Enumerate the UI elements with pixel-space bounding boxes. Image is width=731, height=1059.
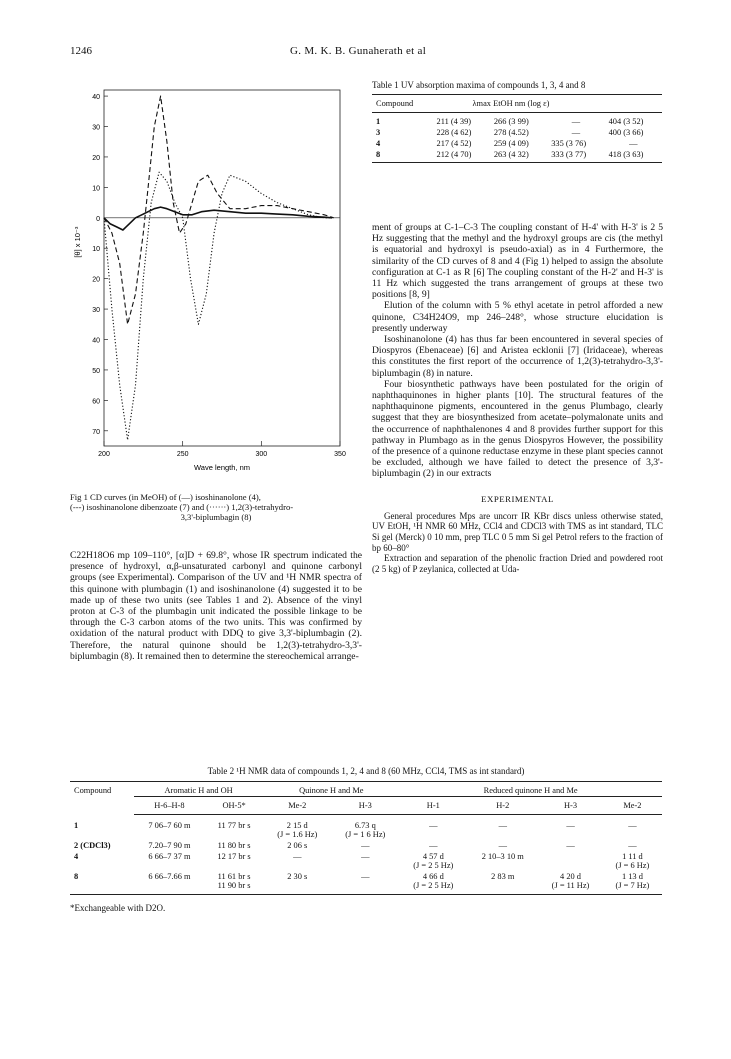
table-1-col-lambda: λmax EtOH nm (log ε) bbox=[433, 95, 663, 113]
table-2-value-cell: 11 80 br s bbox=[217, 841, 251, 850]
table-2-value-cell: 1 11 d (J = 6 Hz) bbox=[615, 852, 650, 870]
table-2-value-cell: 4 66 d (J = 2 5 Hz) bbox=[413, 872, 454, 890]
table-2-value-cell: — bbox=[293, 852, 302, 861]
y-tick-label: 40 bbox=[92, 337, 100, 345]
table-2-compound-cell: 4 bbox=[74, 852, 79, 861]
table-1-compound-cell: 1 bbox=[372, 113, 433, 128]
table-2-footnote: *Exchangeable with D2O. bbox=[70, 903, 166, 913]
table-1-value-cell: 335 (3 76) bbox=[551, 139, 587, 148]
table-2-compound-cell: 8 bbox=[74, 872, 79, 881]
table-1-value-cell: 266 (3 99) bbox=[490, 113, 547, 128]
table-2-subheader: H-1 bbox=[399, 797, 467, 815]
caption-line-3: 3,3'-biplumbagin (8) bbox=[180, 512, 252, 522]
table-2-group-aromatic: Aromatic H and OH bbox=[134, 782, 263, 797]
table-2-value-cell: — bbox=[628, 821, 637, 830]
table-2-title: Table 2 ¹H NMR data of compounds 1, 2, 4 and 8 (60 MHz, CCl4, TMS as int standard) bbox=[207, 766, 525, 776]
zero-label: 0 bbox=[96, 215, 100, 223]
table-1-compound-cell: 3 bbox=[376, 128, 381, 137]
table-2-value-cell: 2 06 s bbox=[287, 841, 308, 850]
running-title: G. M. K. B. Gunaherath et al bbox=[290, 45, 427, 57]
table-2-value-cell: 11 77 br s bbox=[217, 821, 251, 830]
table-2-value-cell: — bbox=[498, 821, 507, 830]
left-paragraph-1: C22H18O6 mp 109–110°, [α]D + 69.8°, whose IR spectrum indicated the presence of hydroxyl, α,β-unsaturated carbonyl and quinone carbonyl groups (see Experimental). Comparison of the UV and ¹H NMR spectra of this quinone with plumbagin (1) and isoshinanolone (4) suggested it to be made up of these two units (see Tables 1 and 2). Absence of the vinyl proton at C-3 of the plumbagin unit indicated the possible linkage to be through the C-3 carbon atoms of the two units. This was confirmed by oxidation of the natural product with DDQ to give 3,3'-biplumbagin (2). Therefore, the natural quinone should be 1,2(3)-tetrahydro-3,3'-biplumbagin (8). It remained then to determine the stereochemical arrange- bbox=[70, 550, 362, 662]
table-2-subheader: OH-5* bbox=[205, 797, 263, 815]
y-tick-label: 20 bbox=[92, 154, 100, 162]
table-1-row bbox=[372, 138, 662, 149]
x-axis-label: Wave length, nm bbox=[194, 463, 250, 472]
table-2-value-cell: — bbox=[361, 841, 370, 850]
table-1 bbox=[372, 80, 662, 163]
table-2-value-cell: 2 15 d (J = 1.6 Hz) bbox=[277, 821, 318, 839]
table-2-subheader: H-3 bbox=[538, 797, 603, 815]
table-1-value-cell: 278 (4.52) bbox=[493, 128, 529, 137]
right-column-text bbox=[372, 222, 663, 574]
table-1-value-cell: 211 (4 39) bbox=[433, 113, 490, 128]
table-1-value-cell: 263 (4 32) bbox=[490, 149, 547, 163]
right-paragraph-3: Isoshinanolone (4) has thus far been encountered in several species of Diospyros (Ebenaceae) [6] and Aristea ecklonii [7] (Iridaceae), whereas this constitutes the first report of the occurrence of 1,2(3)-tetrahydro-3,3'-biplumbagin (8) in nature. bbox=[372, 334, 663, 379]
table-2-col-compound: Compound bbox=[70, 782, 134, 815]
table-2-row bbox=[70, 851, 662, 871]
table-2-value-cell: — bbox=[628, 841, 637, 850]
table-2-group-reduced: Reduced quinone H and Me bbox=[399, 782, 662, 797]
y-tick-label: 60 bbox=[92, 398, 100, 406]
table-2-value-cell: — bbox=[566, 821, 575, 830]
cd-curve-dotted bbox=[104, 172, 332, 440]
y-tick-label: 10 bbox=[92, 185, 100, 193]
table-1-value-cell: 259 (4 09) bbox=[493, 139, 529, 148]
table-2-value-cell: 7.20–7 90 m bbox=[148, 841, 191, 850]
table-1-value-cell: 217 (4 52) bbox=[436, 139, 472, 148]
x-tick-label: 300 bbox=[255, 451, 268, 458]
table-1-value-cell: — bbox=[629, 139, 638, 148]
cd-curve-figure bbox=[70, 78, 360, 478]
table-2-row bbox=[70, 815, 662, 841]
y-tick-label: 20 bbox=[92, 276, 100, 284]
right-paragraph-5: General procedures Mps are uncorr IR KBr discs unless otherwise stated, UV EtOH, ¹H NMR 60 MHz, CCl4 and CDCl3 with TMS as int standard, TLC Si gel (Merck) 0 10 mm, prep TLC 0 5 mm Si gel Petrol refers to the fraction of bp 60–80° bbox=[372, 510, 663, 553]
table-2-compound-cell: 2 (CDCl3) bbox=[74, 841, 111, 850]
y-tick-label: 40 bbox=[92, 94, 100, 102]
caption-line-1: Fig 1 CD curves (in MeOH) of (—) isoshinanolone (4), bbox=[70, 492, 261, 502]
table-2-value-cell: — bbox=[429, 841, 438, 850]
right-paragraph-1: ment of groups at C-1–C-3 The coupling constant of H-4' with H-3' is 2 5 Hz suggesting that the methyl and the hydroxyl groups are cis (the methyl is equatorial and hydroxyl is pseudo-axial) as in 4 Furthermore, the similarity of the CD curves of 8 and 4 (Fig 1) helped to assign the absolute configuration at C-1 as R [6] The coupling constant of the H-2' and H-3' is 11 Hz which suggested the trans arrangement of groups at these two positions [8, 9] bbox=[372, 222, 663, 301]
table-1-value-cell: 333 (3 77) bbox=[547, 149, 604, 163]
table-2-value-cell: — bbox=[498, 841, 507, 850]
right-paragraph-6: Extraction and separation of the phenolic fraction Dried and powdered root (2 5 kg) of P zeylanica, collected at Uda- bbox=[372, 553, 663, 574]
left-column-text bbox=[70, 550, 362, 662]
table-2-value-cell: 2 83 m bbox=[491, 872, 515, 881]
table-2-group-quinone: Quinone H and Me bbox=[263, 782, 399, 797]
table-1-compound-cell: 8 bbox=[372, 149, 433, 163]
x-tick-label: 250 bbox=[176, 451, 189, 458]
y-tick-label: 70 bbox=[92, 428, 100, 436]
table-1-value-cell: 400 (3 66) bbox=[608, 128, 644, 137]
table-1-row bbox=[372, 113, 662, 128]
caption-line-2: (---) isoshinanolone dibenzoate (7) and (······) 1,2(3)-tetrahydro- bbox=[70, 502, 294, 512]
x-tick-label: 200 bbox=[98, 451, 110, 458]
y-tick-label: 50 bbox=[92, 367, 100, 375]
table-2-subheader: H-6–H-8 bbox=[134, 797, 205, 815]
table-2-value-cell: — bbox=[361, 872, 370, 881]
y-axis-label: [θ] x 10⁻³ bbox=[73, 226, 82, 258]
table-2-value-cell: 2 30 s bbox=[287, 872, 308, 881]
table-2-value-cell: 11 61 br s 11 90 br s bbox=[217, 872, 251, 890]
table-1-compound-cell: 4 bbox=[376, 139, 381, 148]
table-2-value-cell: 4 20 d (J = 11 Hz) bbox=[551, 872, 590, 890]
table-2-row bbox=[70, 871, 662, 891]
table-2-subheader: H-3 bbox=[331, 797, 399, 815]
table-2-compound-cell: 1 bbox=[74, 820, 79, 830]
y-tick-label: 30 bbox=[92, 307, 100, 315]
y-tick-label: 30 bbox=[92, 124, 100, 132]
table-2-row bbox=[70, 840, 662, 851]
table-1-value-cell: 212 (4 70) bbox=[433, 149, 490, 163]
table-1-value-cell: — bbox=[571, 128, 581, 137]
x-tick-label: 350 bbox=[334, 451, 346, 458]
experimental-heading: EXPERIMENTAL bbox=[481, 493, 554, 504]
right-paragraph-4: Four biosynthetic pathways have been postulated for the origin of naphthaquinones in higher plants [10]. The structural features of the naphthaquinone pigments, encountered in the genus Plumbago, clearly suggest that they are biosynthesized from acetate–polymalonate units and the occurrence of naphthalenones 4 and 8 provides further support for this pathway in Plumbago as in the genus Diospyros However, the possibility of the presence of a quinone reductase enzyme in these plant species cannot be excluded, although we have failed to detect the presence of 3,3'-biplumbagin (2) in our extracts bbox=[372, 378, 663, 480]
table-2-value-cell: 6 66–7 37 m bbox=[148, 852, 191, 861]
table-2-subheader: H-2 bbox=[467, 797, 538, 815]
table-2-value-cell: — bbox=[361, 852, 370, 861]
table-2-value-cell: 2 10–3 10 m bbox=[481, 852, 524, 861]
y-tick-label: 10 bbox=[92, 246, 100, 254]
plot-frame bbox=[104, 90, 340, 446]
table-2-value-cell: 1 13 d (J = 7 Hz) bbox=[615, 872, 650, 890]
page-number: 1246 bbox=[70, 45, 92, 57]
table-2-value-cell bbox=[538, 851, 603, 871]
table-2 bbox=[70, 766, 662, 913]
table-2-value-cell: 12 17 br s bbox=[217, 852, 251, 861]
table-2-value-cell: 6 66–7.66 m bbox=[148, 872, 191, 881]
table-2-subheader: Me-2 bbox=[603, 797, 662, 815]
table-1-value-cell: 404 (3 52) bbox=[605, 113, 662, 128]
table-2-value-cell: 6.73 q (J = 1 6 Hz) bbox=[345, 821, 386, 839]
table-1-value-cell: — bbox=[547, 113, 604, 128]
table-1-value-cell: 228 (4 62) bbox=[436, 128, 472, 137]
table-2-value-cell: — bbox=[566, 841, 575, 850]
table-2-value-cell: — bbox=[429, 821, 438, 830]
table-1-value-cell: 418 (3 63) bbox=[605, 149, 662, 163]
table-2-value-cell: 4 57 d (J = 2 5 Hz) bbox=[413, 852, 454, 870]
table-1-row bbox=[372, 149, 662, 163]
right-paragraph-2: Elution of the column with 5 % ethyl acetate in petrol afforded a new quinone, C34H24O9, mp 246–248°, whose structure elucidation is presently underway bbox=[372, 300, 663, 334]
table-2-subheader: Me-2 bbox=[263, 797, 331, 815]
table-1-col-compound: Compound bbox=[372, 95, 433, 113]
table-1-title: Table 1 UV absorption maxima of compounds 1, 3, 4 and 8 bbox=[372, 80, 586, 90]
figure-caption bbox=[70, 492, 362, 522]
table-1-row bbox=[372, 127, 662, 138]
table-2-value-cell: 7 06–7 60 m bbox=[148, 821, 191, 830]
